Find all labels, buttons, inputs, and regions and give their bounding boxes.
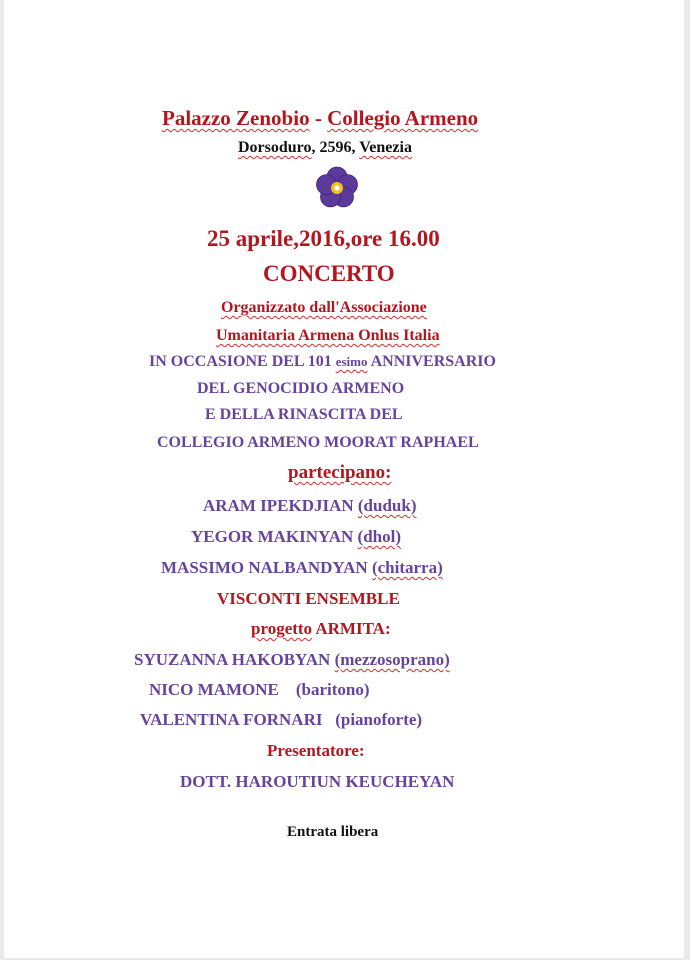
member-role: (mezzosoprano) [334,650,450,669]
member-role: (pianoforte) [335,710,423,729]
address-district: Dorsoduro [238,139,312,156]
concert-title: CONCERTO [263,261,395,286]
occasion-line-4: COLLEGIO ARMENO MOORAT RAPHAEL [157,434,479,451]
event-date-time: 25 aprile,2016,ore 16.00 [207,226,440,251]
project-title [251,620,391,637]
project-word: progetto [251,619,313,638]
participant-instrument: (chitarra) [371,558,443,577]
participant-name: MASSIMO NALBANDYAN [161,558,372,577]
venue-address [238,140,412,156]
project-name: ARMITA: [312,619,391,638]
presenter-name: DOTT. HAROUTIUN KEUCHEYAN [180,772,455,791]
organizer-line-1: Organizzato dall'Associazione [221,299,427,316]
participant-instrument: (dhol) [357,527,402,546]
occasion-line-1 [149,354,496,370]
address-number: , 2596, [311,139,360,156]
occasion-text-c: ANNIVERSARIO [367,353,496,370]
participant-row [191,528,401,545]
occasion-line-2: DEL GENOCIDIO ARMENO [197,380,405,397]
forget-me-not-icon [313,164,361,212]
venue-separator: - [309,106,328,130]
participant-instrument: (duduk) [357,496,417,515]
participant-row [203,497,417,514]
member-name: SYUZANNA HAKOBYAN [134,650,335,669]
participant-name: YEGOR MAKINYAN [191,527,358,546]
occasion-line-3: E DELLA RINASCITA DEL [205,406,403,423]
member-name: VALENTINA FORNARI [140,710,336,729]
project-member-row [149,681,370,698]
occasion-ordinal: esimo [335,354,368,369]
project-member-row [134,651,450,668]
entry-note: Entrata libera [287,824,379,840]
flyer-page [4,0,684,958]
venue-name: Palazzo Zenobio [162,106,310,130]
participant-name: ARAM IPEKDJIAN [203,496,358,515]
participant-row [161,559,443,576]
occasion-text-a: IN OCCASIONE DEL 101 [149,353,336,370]
address-city: Venezia [359,139,412,156]
ensemble-name: VISCONTI ENSEMBLE [217,589,400,608]
member-role: (baritono) [295,680,370,699]
participants-heading: partecipano: [288,462,392,483]
venue-title [162,108,478,129]
member-name: NICO MAMONE [149,680,296,699]
organizer-line-2: Umanitaria Armena Onlus Italia [216,327,440,344]
project-member-row [140,711,422,728]
presenter-heading: Presentatore: [267,741,365,760]
venue-institution: Collegio Armeno [327,106,479,130]
